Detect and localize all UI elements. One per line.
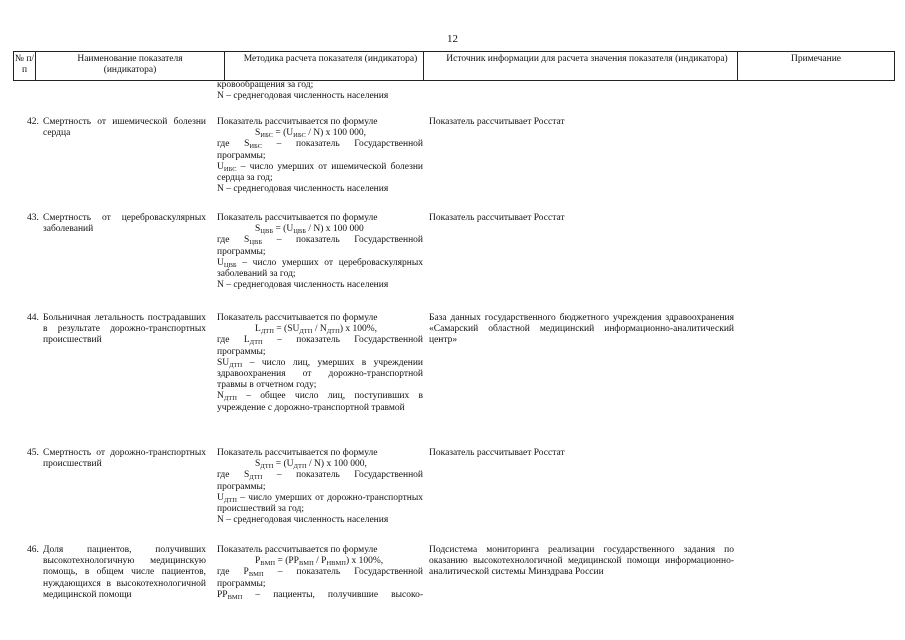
continuation-line: кровообращения за год; [217, 80, 314, 90]
definition: N – среднегодовая численность населения [217, 184, 389, 195]
definition: $N_{ДТП}$ – общее число лиц, поступивших в учреждение с дорожно-транспортной травмой [217, 391, 423, 413]
row-number: 42. [27, 117, 39, 127]
source-text: Показатель рассчитывает Росстат [429, 213, 565, 223]
method-intro: Показатель рассчитывается по формуле [217, 448, 378, 458]
definition: N – среднегодовая численность населения [217, 280, 389, 291]
header-num: № п/п [13, 52, 35, 80]
source-text: Показатель рассчитывает Росстат [429, 448, 565, 458]
definition: N – среднегодовая численность населения [217, 515, 389, 526]
row-number: 45. [27, 448, 39, 458]
source-text: База данных государственного бюджетного учреждения здравоохранения «Самарский областной медицинский информационно-аналитический центр» [429, 313, 734, 346]
table-header [13, 51, 895, 81]
definition: $U_{ЦВБ}$ – число умерших от цереброваскулярных заболеваний за год; [217, 257, 423, 280]
formula: $S_{ДТП} = (U_{ДТП} / N)$ х 100 000, [255, 459, 367, 471]
indicator-name: Больничная летальность пострадавших в результате дорожно-транспортных происшествий [43, 313, 206, 346]
indicator-name: Смертность от дорожно-транспортных происшествий [43, 448, 206, 470]
definition: $U_{ИБС}$ – число умерших от ишемической болезни сердца за год; [217, 161, 423, 184]
formula: $S_{ИБС} = (U_{ИБС} / N)$ х 100 000, [255, 128, 367, 140]
method-intro: Показатель рассчитывается по формуле [217, 117, 378, 127]
header-source: Источник информации для расчета значения показателя (индикатора) [423, 52, 750, 80]
page-number: 12 [447, 33, 458, 45]
method-block [217, 545, 423, 601]
indicator-name: Смертность от цереброваскулярных заболеваний [43, 213, 206, 235]
method-intro: Показатель рассчитывается по формуле [217, 313, 378, 323]
method-block [217, 213, 423, 291]
continuation-line: N – среднегодовая численность населения [217, 91, 389, 102]
header-method: Методика расчета показателя (индикатора) [224, 52, 436, 80]
method-block [217, 448, 423, 526]
row-number: 44. [27, 313, 39, 323]
method-block [217, 117, 423, 195]
definition: где $L_{ДТП}$ – показатель Государственной программы; [217, 335, 424, 357]
continuation-block [217, 80, 423, 102]
definition: где $S_{ЦВБ}$ – показатель Государственной программы; [217, 235, 423, 257]
row-number: 43. [27, 213, 39, 223]
definition: где $P_{ВМП}$ – показатель Государственной программы; [217, 567, 423, 589]
formula: $S_{ЦВБ} = (U_{ЦВБ} / N)$ х 100 000 [255, 224, 364, 236]
indicator-name: Смертность от ишемической болезни сердца [43, 117, 206, 139]
header-note: Примечание [737, 52, 895, 80]
source-text: Показатель рассчитывает Росстат [429, 117, 565, 127]
definition: $U_{ДТП}$ – число умерших от дорожно-транспортных происшествий за год; [217, 492, 423, 515]
method-intro: Показатель рассчитывается по формуле [217, 213, 378, 223]
definition: где $S_{ИБС}$ – показатель Государственной программы; [217, 139, 423, 161]
formula: $P_{ВМП} = (PP_{ВМП} / P_{НВМП})$ х 100%, [255, 556, 384, 568]
method-intro: Показатель рассчитывается по формуле [217, 545, 378, 555]
definition: $SU_{ДТП}$ – число лиц, умерших в учреждении здравоохранения от дорожно-транспортной травмы в отчетном году; [217, 357, 423, 391]
method-block [217, 313, 423, 414]
indicator-name: Доля пациентов, получивших высокотехнологичную медицинскую помощь, в общем числе пациентов, нуждающихся в высокотехнологичной медицинской помощи [43, 545, 206, 600]
header-name: Наименование показателя (индикатора) [35, 52, 224, 80]
definition: где $S_{ДТП}$ – показатель Государственной программы; [217, 470, 424, 492]
source-text: Подсистема мониторинга реализации государственного задания по оказанию высокотехнологичной медицинской помощи информационно-аналитической системы Минздрава России [429, 545, 734, 578]
formula: $L_{ДТП} = (SU_{ДТП} / N_{ДТП})$ х 100%, [255, 324, 378, 336]
definition: $PP_{ВМП}$ – пациенты, получившие высоко- [217, 589, 423, 601]
row-number: 46. [27, 545, 39, 555]
